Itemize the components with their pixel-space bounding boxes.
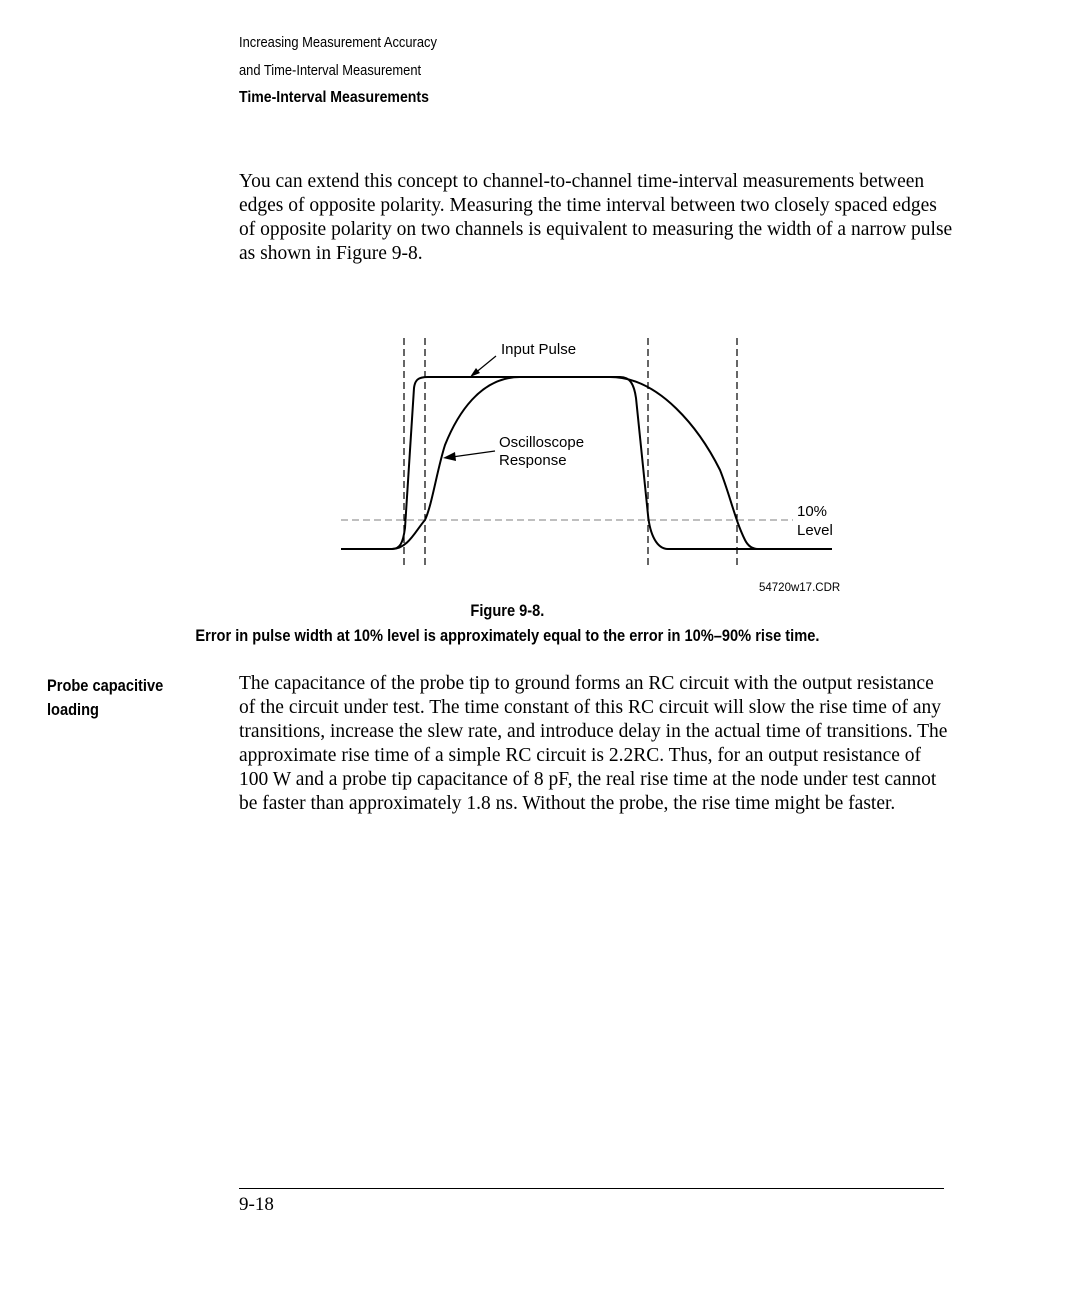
level-label-line-2: Level (797, 522, 833, 539)
figure-caption-title: Figure 9-8. (470, 601, 545, 620)
footer-rule (239, 1188, 944, 1189)
oscilloscope-response-waveform (341, 377, 832, 549)
page-number: 9-18 (239, 1194, 274, 1215)
response-arrowhead (443, 452, 456, 461)
figure-caption-text: Error in pulse width at 10% level is approximately equal to the error in 10%–90% rise time. (195, 626, 820, 645)
oscilloscope-label-line-1: Oscilloscope (499, 434, 585, 451)
probe-loading-paragraph: The capacitance of the probe tip to ground forms an RC circuit with the output resistance of the circuit under test. The time constant of this RC circuit will slow the rise time of any transitions, increase the slew rate, and introduce delay in the actual time of transitions. The approximate rise time of a simple RC circuit is 2.2RC. Thus, for an output resistance of 100 W and a probe tip capacitance of 8 pF, the real rise time at the node under test cannot be faster than approximately 1.8 ns. Without the probe, the rise time might be faster. (239, 673, 948, 814)
input-pulse-arrowhead (470, 368, 480, 377)
input-pulse-waveform (341, 377, 832, 549)
oscilloscope-label-line-2: Response (499, 452, 567, 469)
running-header-line-1: Increasing Measurement Accuracy (239, 34, 437, 51)
figure-file-id: 54720w17.CDR (759, 582, 841, 594)
section-title: Time-Interval Measurements (239, 89, 429, 106)
intro-paragraph: You can extend this concept to channel-to-channel time-interval measurements between edges of opposite polarity. Measuring the time interval between two closely spaced edges of opposite polarity on two channels is equivalent to measuring the width of a narrow pulse as shown in Figure 9-8. (239, 171, 953, 264)
level-label-line-1: 10% (797, 503, 828, 520)
probe-loading-side-heading: Probe capacitive loading (47, 676, 164, 719)
running-header-line-2: and Time-Interval Measurement (239, 62, 422, 79)
response-pointer (452, 451, 495, 457)
input-pulse-label: Input Pulse (501, 341, 577, 358)
pulse-width-figure (0, 0, 1078, 600)
